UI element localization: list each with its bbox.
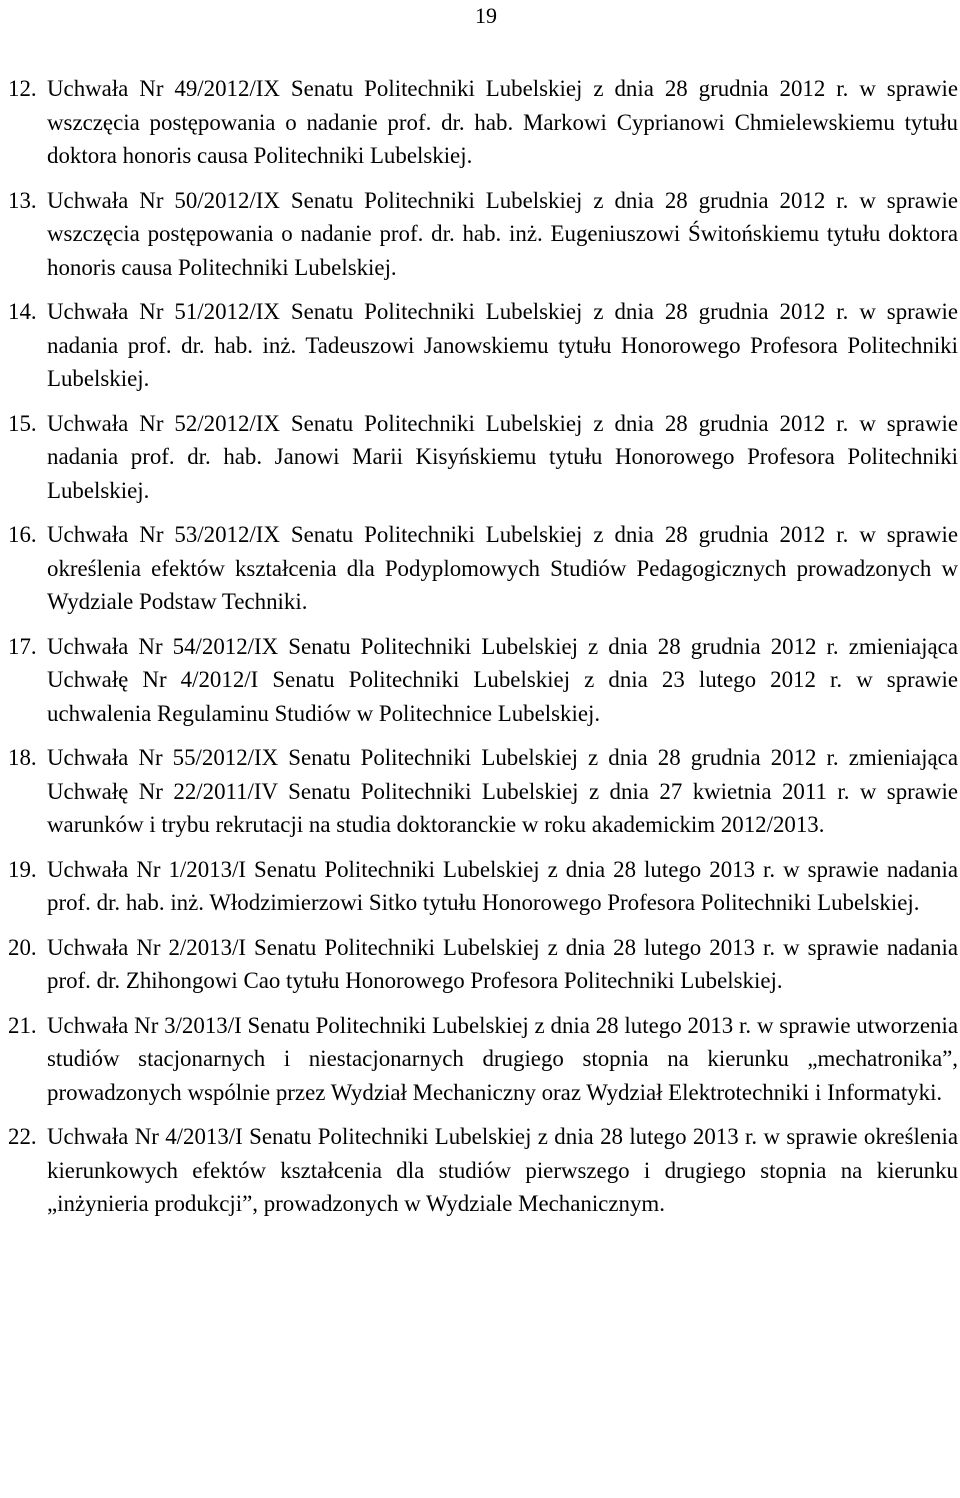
item-number: 21.	[8, 1012, 37, 1038]
resolution-list	[8, 72, 958, 1232]
item-text: Uchwała Nr 50/2012/IX Senatu Politechniki Lubelskiej z dnia 28 grudnia 2012 r. w sprawie wszczęcia postępowania o nadanie prof. dr. hab. inż. Eugeniuszowi Świtońskiemu tytułu doktora honoris causa Politechniki Lubelskiej.	[47, 187, 958, 280]
list-item	[8, 741, 958, 842]
list-item	[8, 1120, 958, 1221]
item-number: 15.	[8, 410, 37, 436]
item-number: 13.	[8, 187, 37, 213]
item-text: Uchwała Nr 3/2013/I Senatu Politechniki Lubelskiej z dnia 28 lutego 2013 r. w sprawie utworzenia studiów stacjonarnych i niestacjonarnych drugiego stopnia na kierunku „mechatronika”, prowadzonych wspólnie przez Wydział Mechaniczny oraz Wydział Elektrotechniki i Informatyki.	[47, 1012, 958, 1105]
item-text: Uchwała Nr 55/2012/IX Senatu Politechniki Lubelskiej z dnia 28 grudnia 2012 r. zmieniająca Uchwałę Nr 22/2011/IV Senatu Politechniki Lubelskiej z dnia 27 kwietnia 2011 r. w sprawie warunków i trybu rekrutacji na studia doktoranckie w roku akademickim 2012/2013.	[47, 745, 958, 837]
item-number: 22.	[8, 1124, 37, 1149]
item-text: Uchwała Nr 54/2012/IX Senatu Politechniki Lubelskiej z dnia 28 grudnia 2012 r. zmieniająca Uchwałę Nr 4/2012/I Senatu Politechniki Lubelskiej z dnia 23 lutego 2012 r. w sprawie uchwalenia Regulaminu Studiów w Politechnice Lubelskiej.	[47, 633, 958, 726]
list-item	[8, 407, 958, 508]
page-number: 19	[475, 3, 497, 28]
item-number: 18.	[8, 745, 37, 770]
item-number: 12.	[8, 76, 37, 101]
item-number: 14.	[8, 299, 37, 324]
list-item	[8, 184, 958, 285]
item-text: Uchwała Nr 1/2013/I Senatu Politechniki Lubelskiej z dnia 28 lutego 2013 r. w sprawie nadania prof. dr. hab. inż. Włodzimierzowi Sitko tytułu Honorowego Profesora Politechniki Lubelskiej.	[47, 856, 958, 915]
list-item	[8, 72, 958, 173]
list-item	[8, 518, 958, 619]
list-item	[8, 1009, 958, 1110]
item-number: 19.	[8, 856, 37, 882]
item-number: 20.	[8, 934, 37, 960]
item-text: Uchwała Nr 53/2012/IX Senatu Politechniki Lubelskiej z dnia 28 grudnia 2012 r. w sprawie określenia efektów kształcenia dla Podyplomowych Studiów Pedagogicznych prowadzonych w Wydziale Podstaw Techniki.	[47, 522, 958, 614]
list-item	[8, 295, 958, 396]
item-number: 16.	[8, 522, 37, 547]
item-text: Uchwała Nr 52/2012/IX Senatu Politechniki Lubelskiej z dnia 28 grudnia 2012 r. w sprawie nadania prof. dr. hab. Janowi Marii Kisyńskiemu tytułu Honorowego Profesora Politechniki Lubelskiej.	[47, 410, 958, 503]
item-text: Uchwała Nr 51/2012/IX Senatu Politechniki Lubelskiej z dnia 28 grudnia 2012 r. w sprawie nadania prof. dr. hab. inż. Tadeuszowi Janowskiemu tytułu Honorowego Profesora Politechniki Lubelskiej.	[47, 299, 958, 391]
item-text: Uchwała Nr 2/2013/I Senatu Politechniki Lubelskiej z dnia 28 lutego 2013 r. w sprawie nadania prof. dr. Zhihongowi Cao tytułu Honorowego Profesora Politechniki Lubelskiej.	[47, 934, 958, 993]
list-item	[8, 931, 958, 998]
list-item	[8, 853, 958, 920]
list-item	[8, 630, 958, 731]
item-number: 17.	[8, 633, 37, 659]
item-text: Uchwała Nr 49/2012/IX Senatu Politechniki Lubelskiej z dnia 28 grudnia 2012 r. w sprawie wszczęcia postępowania o nadanie prof. dr. hab. Markowi Cyprianowi Chmielewskiemu tytułu doktora honoris causa Politechniki Lubelskiej.	[47, 76, 958, 168]
item-text: Uchwała Nr 4/2013/I Senatu Politechniki Lubelskiej z dnia 28 lutego 2013 r. w sprawie określenia kierunkowych efektów kształcenia dla studiów pierwszego i drugiego stopnia na kierunku „inżynieria produkcji”, prowadzonych w Wydziale Mechanicznym.	[47, 1124, 958, 1216]
